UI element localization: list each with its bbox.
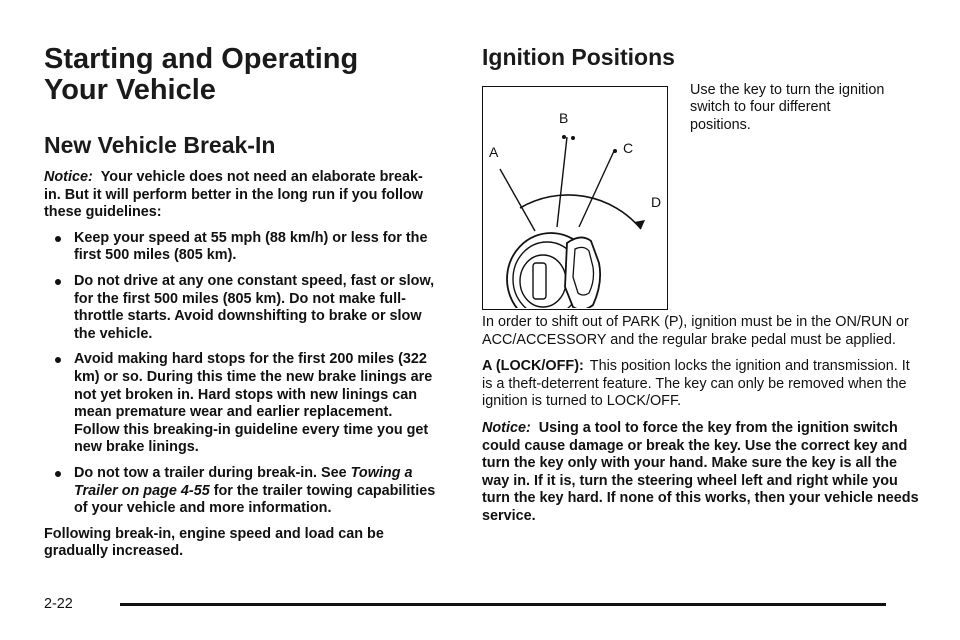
- notice-label: Notice:: [482, 419, 531, 436]
- key-notice: [482, 420, 922, 526]
- towing-reference-link[interactable]: Towing a Trailer on page 4-55: [74, 464, 413, 499]
- lock-off-label: A (LOCK/OFF):: [482, 358, 584, 375]
- bullet-icon: [55, 357, 61, 363]
- notice-text: Your vehicle does not need an elaborate break-in. But it will perform better in the long run if you follow these guidelines:: [44, 169, 423, 221]
- position-line-a: [500, 169, 535, 231]
- position-label-c: C: [623, 140, 634, 156]
- bullet-icon: [55, 471, 61, 477]
- position-label-a: A: [489, 144, 499, 160]
- break-in-notice: [44, 169, 436, 222]
- notice-text: Using a tool to force the key from the ignition switch could cause damage or break the key. Use the correct key and turn the key only with your hand. Make sure the key is all the way in. If it is, turn the steering wheel left and right while you turn the key hard. If none of this works, then your vehicle needs service.: [482, 419, 919, 524]
- notice-label: Notice:: [44, 169, 93, 185]
- section-heading-break-in: New Vehicle Break-In: [44, 132, 276, 158]
- list-item: Avoid making hard stops for the first 200 miles (322 km) or so. During this time the new brake linings are not yet broken in. Hard stops with new linings can mean premature wear and earlier replacement. Follow this breaking-in guideline every time you get new brake linings.: [44, 351, 436, 457]
- position-line-c: [579, 151, 614, 227]
- use-key-text: Use the key to turn the ignition switch to four different positions.: [690, 82, 885, 133]
- page-title: Starting and Operating Your Vehicle: [44, 43, 359, 106]
- ignition-diagram: [482, 86, 668, 310]
- following-break-in-text: Following break-in, engine speed and load can be gradually increased.: [44, 525, 384, 560]
- list-item: Do not drive at any one constant speed, fast or slow, for the first 500 miles (805 km). Do not make full-throttle starts. Avoid downshifting to brake or slow the vehicle.: [44, 273, 436, 343]
- position-label-b: B: [559, 110, 569, 126]
- key-icon: [565, 237, 600, 308]
- section-heading-ignition: Ignition Positions: [482, 44, 675, 70]
- ignition-figure-row: [482, 82, 922, 312]
- ignition-switch-illustration: [483, 87, 666, 308]
- right-column: [482, 44, 922, 526]
- bullet-icon: [55, 279, 61, 285]
- lock-off-description: [482, 358, 922, 411]
- footer-divider: [120, 603, 886, 606]
- page-number: 2-22: [44, 596, 73, 612]
- bullet-icon: [55, 236, 61, 242]
- guideline-list: [44, 230, 436, 518]
- list-item: Do not tow a trailer during break-in. See Towing a Trailer on page 4-55 for the trailer towing capabilities of your vehicle and more information.: [44, 465, 436, 518]
- position-label-d: D: [651, 194, 662, 210]
- lock-off-text: This position locks the ignition and transmission. It is a theft-deterrent feature. The key can only be removed when the ignition is turned to LOCK/OFF.: [482, 358, 910, 410]
- park-shift-text: In order to shift out of PARK (P), ignition must be in the ON/RUN or ACC/ACCESSORY and the regular brake pedal must be applied.: [482, 314, 909, 348]
- list-item: Keep your speed at 55 mph (88 km/h) or less for the first 500 miles (805 km).: [44, 230, 436, 265]
- left-column: [44, 44, 436, 561]
- position-line-b: [557, 137, 567, 227]
